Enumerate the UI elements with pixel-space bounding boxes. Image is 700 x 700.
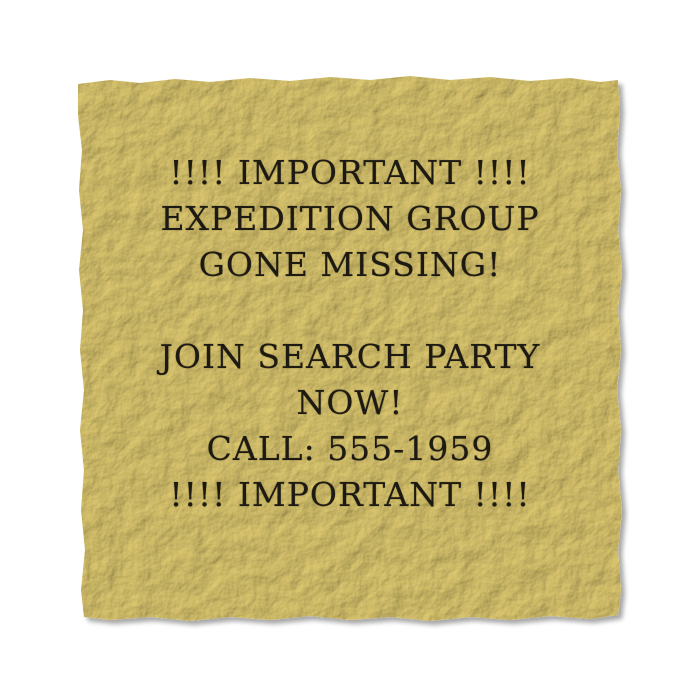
headline-line-2: GONE MISSING! bbox=[198, 245, 502, 284]
top-banner: !!!! IMPORTANT !!!! bbox=[169, 153, 531, 192]
cta-line-1: JOIN SEARCH PARTY bbox=[159, 337, 541, 376]
cta-line-2: NOW! bbox=[296, 383, 404, 422]
spacer bbox=[80, 288, 620, 334]
bottom-banner: !!!! IMPORTANT !!!! bbox=[169, 475, 531, 514]
headline-line-1: EXPEDITION GROUP bbox=[160, 199, 540, 238]
missing-notice bbox=[80, 150, 620, 518]
phone-number: CALL: 555-1959 bbox=[206, 429, 494, 468]
